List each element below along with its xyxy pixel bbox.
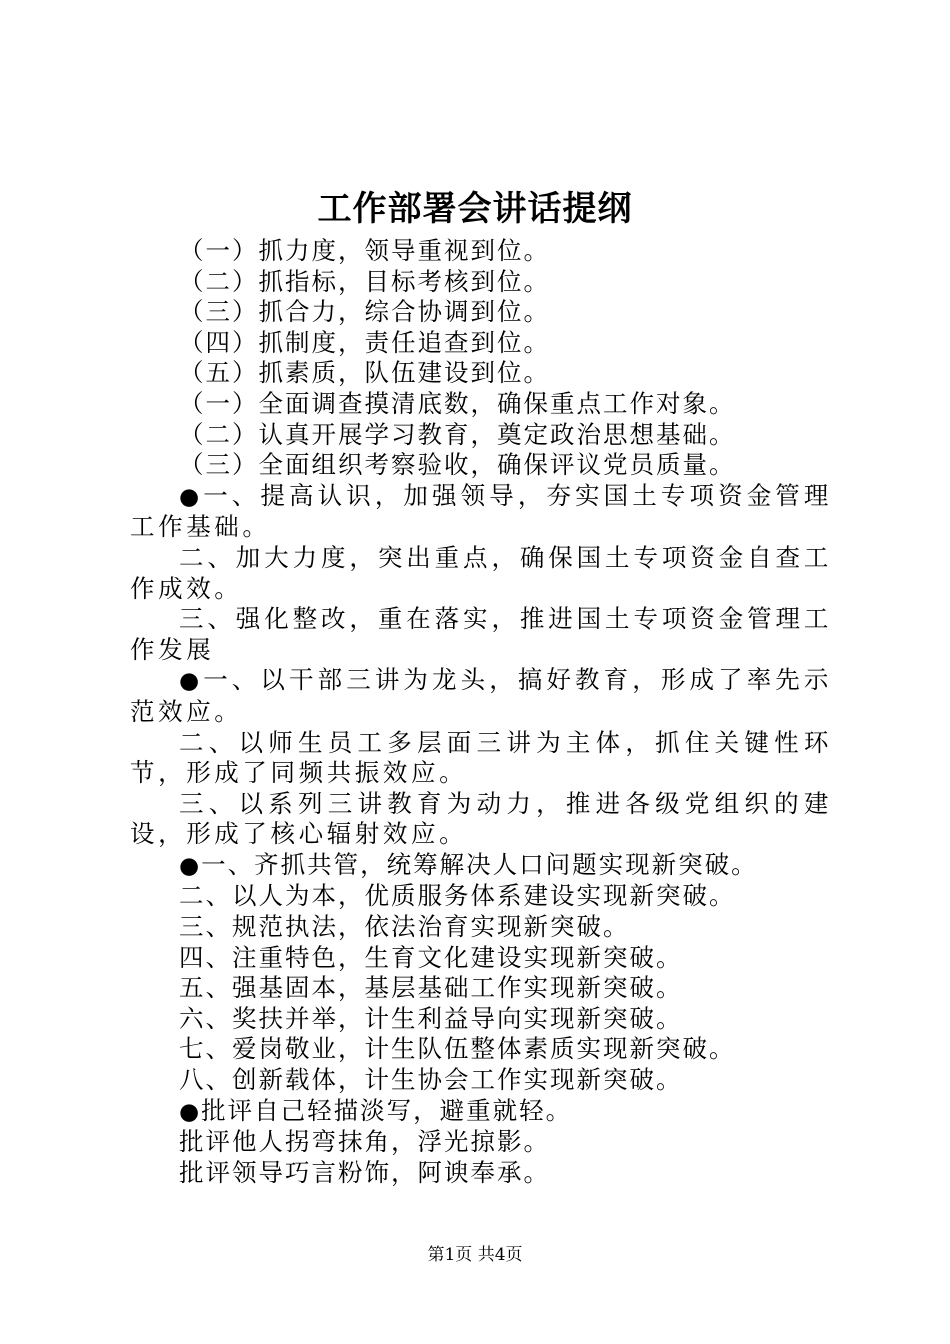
bullet-icon: ● [179, 483, 204, 510]
paragraph-text: 六、奖扶并举，计生利益导向实现新突破。 [179, 1003, 683, 1033]
page-number: 第1页 共4页 [427, 1245, 523, 1265]
paragraph [130, 1127, 832, 1158]
paragraph [130, 973, 832, 1004]
paragraph [130, 481, 832, 543]
paragraph [130, 665, 832, 727]
paragraph-text: （二）认真开展学习教育，奠定政治思想基础。 [179, 419, 736, 449]
paragraph-text: 七、爱岗敬业，计生队伍整体素质实现新突破。 [179, 1034, 736, 1064]
paragraph-text: （五）抓素质，队伍建设到位。 [179, 358, 550, 388]
paragraph [130, 912, 832, 943]
paragraph-text: 八、创新载体，计生协会工作实现新突破。 [179, 1065, 683, 1095]
bullet-icon: ● [179, 668, 204, 695]
paragraph [130, 358, 832, 389]
paragraph-text: 三、规范执法，依法治育实现新突破。 [179, 912, 630, 942]
bullet-icon: ● [179, 1098, 202, 1125]
paragraph-text: 五、强基固本，基层基础工作实现新突破。 [179, 973, 683, 1003]
paragraph [130, 328, 832, 359]
paragraph-text: （一）抓力度，领导重视到位。 [179, 236, 550, 265]
paragraph [130, 604, 832, 665]
paragraph [130, 1065, 832, 1096]
paragraph-text: （三）抓合力，综合协调到位。 [179, 297, 550, 327]
bullet-icon: ● [179, 852, 202, 879]
paragraph [130, 450, 832, 481]
paragraph [130, 267, 832, 298]
paragraph [130, 1034, 832, 1065]
paragraph [130, 297, 832, 328]
paragraph [130, 789, 832, 850]
paragraph-text: （三）全面组织考察验收，确保评议党员质量。 [179, 450, 736, 480]
document-body [130, 236, 832, 1188]
paragraph-text: 三、以系列三讲教育为动力，推进各级党组织的建设，形成了核心辐射效应。 [130, 788, 832, 849]
paragraph-text: 一、提高认识，加强领导，夯实国土专项资金管理工作基础。 [130, 480, 833, 542]
paragraph-text: 批评领导巧言粉饰，阿谀奉承。 [179, 1157, 550, 1187]
paragraph-text: 三、强化整改，重在落实，推进国土专项资金管理工作发展 [130, 604, 832, 664]
paragraph [130, 1004, 832, 1035]
paragraph-text: 二、以人为本，优质服务体系建设实现新突破。 [179, 881, 736, 911]
paragraph [130, 236, 832, 267]
paragraph-text: （二）抓指标，目标考核到位。 [179, 266, 550, 296]
page-title: 工作部署会讲话提纲 [317, 189, 633, 229]
paragraph [130, 1158, 832, 1189]
paragraph [130, 850, 832, 882]
paragraph [130, 943, 832, 974]
paragraph-text: 四、注重特色，生育文化建设实现新突破。 [179, 942, 683, 972]
paragraph-text: 批评他人拐弯抹角，浮光掠影。 [179, 1127, 550, 1157]
paragraph-text: 二、以师生员工多层面三讲为主体，抓住关键性环节，形成了同频共振效应。 [130, 727, 832, 788]
paragraph-text: （四）抓制度，责任追查到位。 [179, 327, 550, 357]
paragraph [130, 420, 832, 451]
paragraph [130, 543, 832, 604]
paragraph [130, 728, 832, 789]
paragraph-text: 二、加大力度，突出重点，确保国土专项资金自查工作成效。 [130, 542, 832, 603]
paragraph-text: 批评自己轻描淡写，避重就轻。 [201, 1095, 573, 1125]
paragraph [130, 389, 832, 420]
paragraph [130, 1096, 832, 1128]
paragraph-text: （一）全面调查摸清底数，确保重点工作对象。 [179, 388, 736, 418]
paragraph-text: 一、齐抓共管，统筹解决人口问题实现新突破。 [201, 849, 758, 879]
paragraph-text: 一、以干部三讲为龙头，搞好教育，形成了率先示范效应。 [130, 665, 833, 726]
paragraph [130, 881, 832, 912]
